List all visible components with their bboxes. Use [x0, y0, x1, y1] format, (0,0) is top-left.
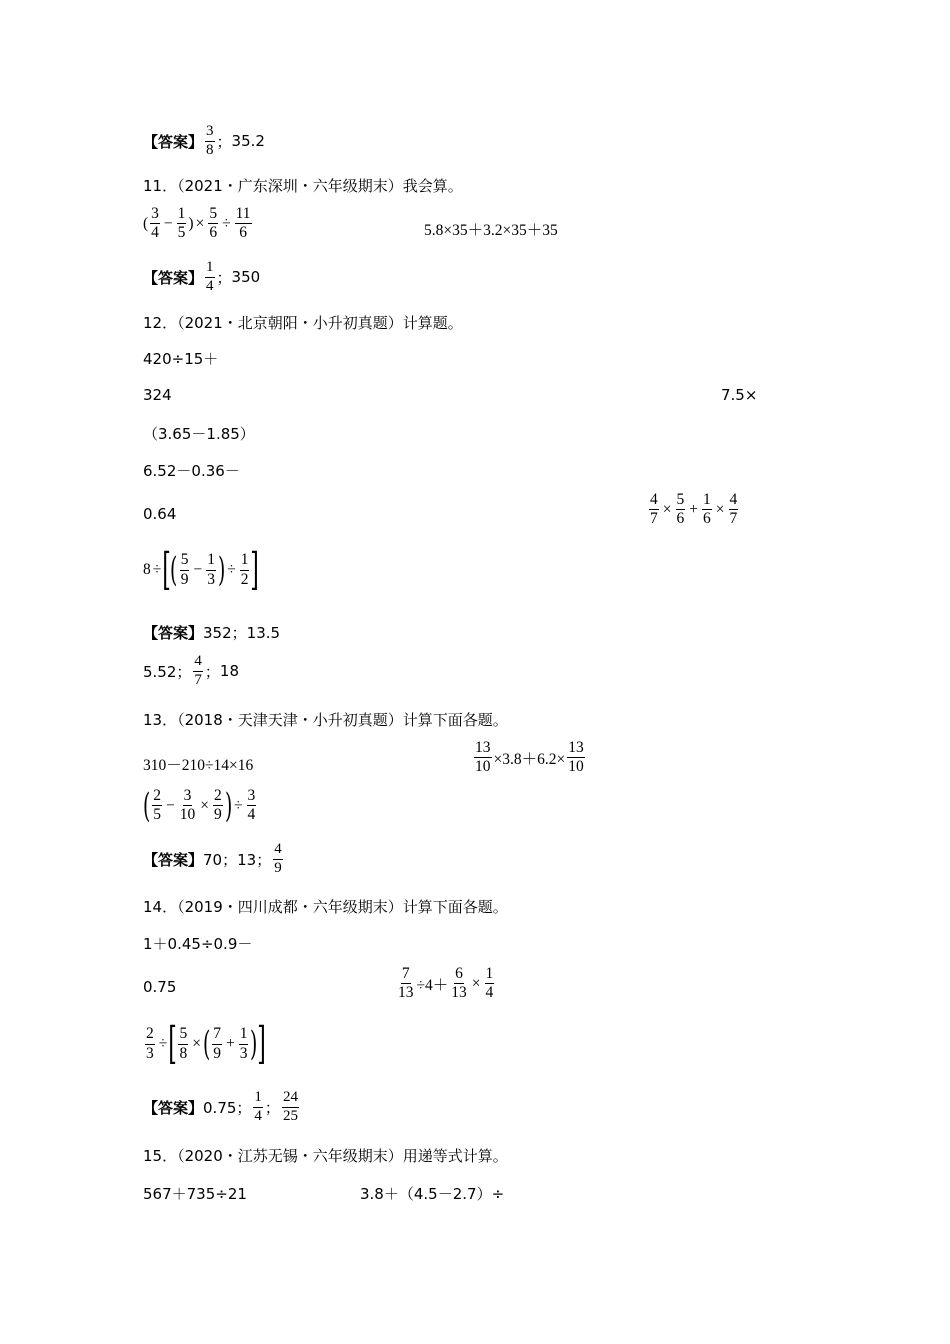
answer-13: 【答案】 70；13； $\frac{4}{9}$ — [143, 841, 282, 876]
q12-line-2-right: 7.5× — [721, 386, 758, 404]
answer-label: 【答案】 — [143, 132, 204, 151]
answer-value: 35.2 — [231, 132, 265, 151]
q14-line-1: 1＋0.45÷0.9－ — [143, 935, 253, 953]
q12-line-3: （3.65－1.85） — [143, 425, 255, 443]
question-12-header: 12．（2021・北京朝阳・小升初真题）计算题。 — [143, 314, 463, 332]
q12-expression-3: 8 ÷ [ ( $\frac{5}{9}$ − $\frac{1}{3}$ ) ÷ $\frac{1}{2}$ ] — [143, 544, 260, 595]
q15-expression-1: 567＋735÷21 — [143, 1185, 247, 1203]
fraction: $\frac{1}{4}$ — [206, 259, 214, 294]
q14-expression-2: $\frac{7}{13}$ ÷4＋ $\frac{6}{13}$ × $\frac{1}{4}$ — [398, 965, 494, 1002]
q12-line-4: 6.52－0.36－ — [143, 462, 240, 480]
fraction: $\frac{4}{9}$ — [274, 841, 282, 876]
question-11-header: 11．（2021・广东深圳・六年级期末）我会算。 — [143, 177, 463, 195]
q12-line-2: 324 — [143, 386, 172, 404]
q12-line-5: 0.64 — [143, 505, 177, 523]
fraction: $\frac{1}{4}$ — [254, 1089, 262, 1124]
q14-expression-3: $\frac{2}{3}$ ÷ [ $\frac{5}{8}$ × ( $\frac{7}{9}$ + $\frac{1}{3}$ ) ] — [146, 1018, 266, 1069]
answer-12-line-1: 【答案】352；13.5 — [143, 624, 281, 642]
question-14-header: 14．（2019・四川成都・六年级期末）计算下面各题。 — [143, 898, 508, 916]
answer-11: 【答案】 $\frac{1}{4}$ ； 350 — [143, 259, 261, 294]
question-15-header: 15．（2020・江苏无锡・六年级期末）用递等式计算。 — [143, 1147, 508, 1165]
answer-14: 【答案】 0.75； $\frac{1}{4}$ ； $\frac{24}{25}$ — [143, 1089, 298, 1124]
answer-12-line-2: 5.52； $\frac{4}{7}$ ； 18 — [143, 653, 240, 688]
q13-expression-3: ( $\frac{2}{5}$ − $\frac{3}{10}$ × $\frac{2}{9}$ ) ÷ $\frac{3}{4}$ — [142, 785, 256, 826]
q11-expression-1: ( $\frac{3}{4}$ − $\frac{1}{5}$ ) × $\frac{5}{6}$ ÷ $\frac{11}{6}$ — [143, 205, 251, 242]
fraction: $\frac{3}{8}$ — [206, 123, 214, 158]
q11-expression-2: 5.8×35＋3.2×35＋35 — [424, 222, 558, 239]
fraction: $\frac{24}{25}$ — [282, 1089, 298, 1124]
fraction: $\frac{4}{7}$ — [194, 653, 202, 688]
answer-10: 【答案】 $\frac{3}{8}$ ； 35.2 — [143, 123, 265, 158]
question-13-header: 13．（2018・天津天津・小升初真题）计算下面各题。 — [143, 711, 508, 729]
q12-expression-right: $\frac{4}{7}$ × $\frac{5}{6}$ + $\frac{1}{6}$ × $\frac{4}{7}$ — [650, 491, 738, 528]
q13-expression-1: 310－210÷14×16 — [143, 757, 254, 774]
q12-line-1: 420÷15＋ — [143, 350, 219, 368]
q15-expression-2: 3.8＋（4.5－2.7）÷ — [360, 1185, 505, 1203]
q13-expression-2: $\frac{13}{10}$ ×3.8＋6.2× $\frac{13}{10}$ — [475, 739, 584, 776]
q14-line-2: 0.75 — [143, 978, 177, 996]
